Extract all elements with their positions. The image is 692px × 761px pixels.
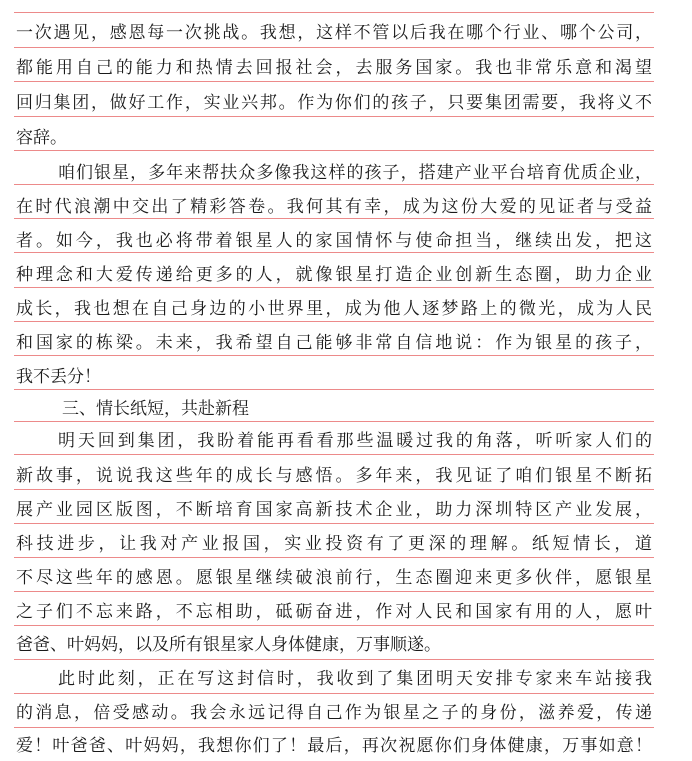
letter-line: 者。如今，我也必将带着银星人的家国情怀与使命担当，继续出发，把这 (16, 231, 652, 251)
letter-line: 之子们不忘来路，不忘相助，砥砺奋进，作对人民和国家有用的人，愿叶 (16, 602, 652, 622)
letter-line: 在时代浪潮中交出了精彩答卷。我何其有幸，成为这份大爱的见证者与受益 (16, 197, 652, 217)
letter-line: 种理念和大爱传递给更多的人，就像银星打造企业创新生态圈，助力企业 (16, 265, 652, 285)
paragraph-start-line: 咱们银星，多年来帮扶众多像我这样的孩子，搭建产业平台培育优质企业， (58, 163, 652, 183)
ruled-line (14, 389, 654, 390)
letter-line: 新故事，说说我这些年的成长与感悟。多年来，我见证了咱们银星不断拓 (16, 466, 652, 486)
letter-line: 和国家的栋梁。未来，我希望自己能够非常自信地说：作为银星的孩子， (16, 333, 652, 353)
section-heading: 三、情长纸短，共赴新程 (62, 399, 249, 419)
letter-line: 不尽这些年的感恩。愿银星继续破浪前行，生态圈迎来更多伙伴，愿银星 (16, 568, 652, 588)
letter-line: 回归集团，做好工作，实业兴邦。作为你们的孩子，只要集团需要，我将义不 (16, 93, 652, 113)
letter-line: 的消息，倍受感动。我会永远记得自己作为银星之子的身份，滋养爱，传递 (16, 703, 652, 723)
letter-line: 科技进步，让我对产业报国，实业投资有了更深的理解。纸短情长，道 (16, 534, 652, 554)
letter-line: 爱！叶爸爸、叶妈妈，我想你们了！最后，再次祝愿你们身体健康，万事如意！ (16, 736, 652, 756)
letter-line: 容辞。 (16, 128, 67, 148)
letter-line: 一次遇见，感恩每一次挑战。我想，这样不管以后我在哪个行业、哪个公司， (16, 23, 652, 43)
letter-line: 我不丢分！ (16, 367, 101, 387)
letter-line: 成长，我也想在自己身边的小世界里，成为他人逐梦路上的微光，成为人民 (16, 299, 652, 319)
letter-line: 爸爸、叶妈妈，以及所有银星家人身体健康，万事顺遂。 (16, 635, 441, 655)
letter-line: 展产业园区版图，不断培育国家高新技术企业，助力深圳特区产业发展， (16, 500, 652, 520)
paragraph-start-line: 明天回到集团，我盼着能再看看那些温暖过我的角落，听听家人们的 (58, 431, 652, 451)
paragraph-start-line: 此时此刻，正在写这封信时，我收到了集团明天安排专家来车站接我 (58, 669, 652, 689)
letter-line: 都能用自己的能力和热情去回报社会，去服务国家。我也非常乐意和渴望 (16, 58, 652, 78)
ruled-line (14, 12, 654, 13)
ruled-line (14, 150, 654, 151)
